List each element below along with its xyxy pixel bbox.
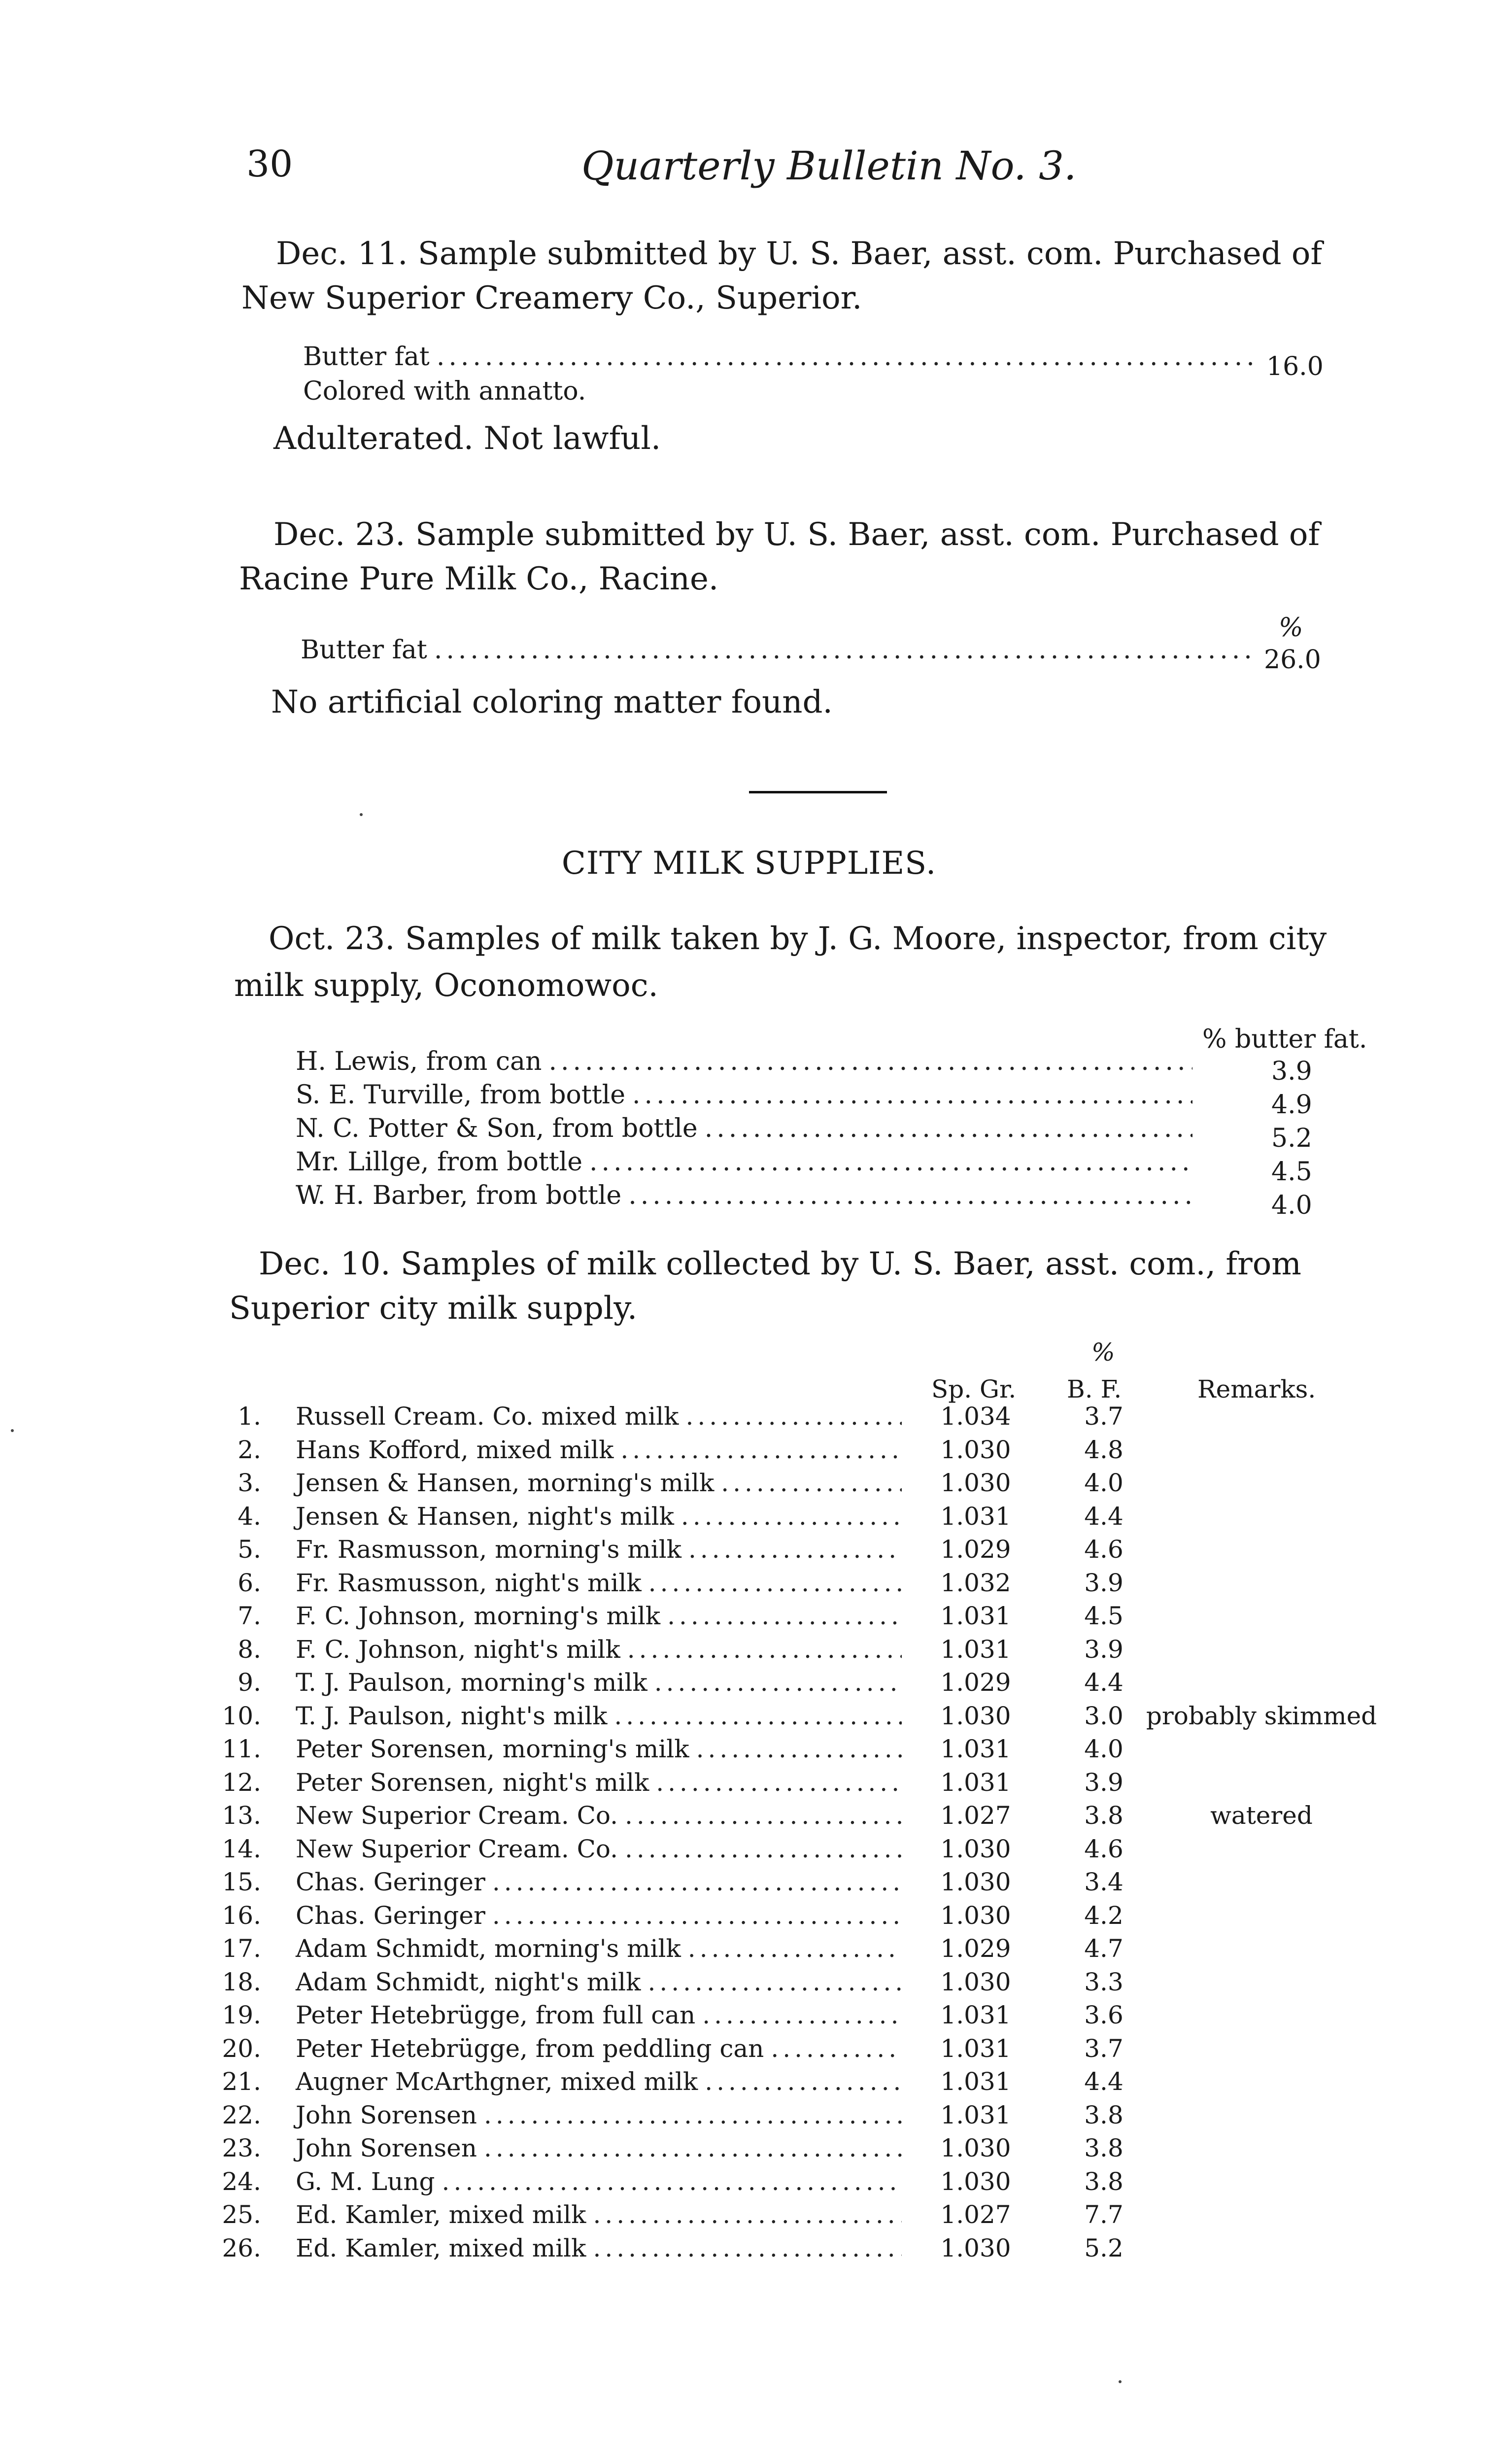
entry1-note: Colored with annatto. bbox=[303, 376, 586, 406]
entry2-line1: Dec. 23. Sample submitted by U. S. Baer, asst. com. Purchased of bbox=[273, 516, 1320, 553]
oconomowoc-row-label: S. E. Turville, from bottle bbox=[296, 1080, 626, 1110]
leader-dots bbox=[582, 1145, 1192, 1179]
row-name-cell bbox=[296, 1968, 902, 1996]
row-number: 24. bbox=[222, 2167, 261, 2196]
row-number: 18. bbox=[222, 1968, 261, 1996]
row-name-cell bbox=[296, 2034, 902, 2063]
row-sp-gr: 1.030 bbox=[940, 1436, 1011, 1464]
row-sp-gr: 1.030 bbox=[940, 1469, 1011, 1497]
leader-dots bbox=[695, 2001, 902, 2029]
leader-dots bbox=[642, 1569, 902, 1597]
leader-dots bbox=[660, 1602, 902, 1630]
row-butter-fat: 4.7 bbox=[1084, 1934, 1124, 1963]
row-name: John Sorensen bbox=[296, 2134, 477, 2162]
row-butter-fat: 3.7 bbox=[1084, 1402, 1124, 1431]
entry1-line2: New Superior Creamery Co., Superior. bbox=[241, 280, 862, 316]
row-sp-gr: 1.030 bbox=[940, 2134, 1011, 2162]
row-name: G. M. Lung bbox=[296, 2167, 435, 2196]
oconomowoc-row bbox=[296, 1112, 1192, 1145]
row-name: Peter Sorensen, night's milk bbox=[296, 1768, 649, 1797]
leader-dots bbox=[674, 1502, 902, 1531]
scan-speck bbox=[11, 1429, 14, 1432]
leader-dots bbox=[764, 2034, 902, 2063]
entry1-verdict: Adulterated. Not lawful. bbox=[273, 420, 661, 457]
row-name-cell bbox=[296, 1436, 902, 1464]
row-butter-fat: 3.8 bbox=[1084, 2134, 1124, 2162]
row-butter-fat: 3.8 bbox=[1084, 1801, 1124, 1830]
row-sp-gr: 1.030 bbox=[940, 1968, 1011, 1996]
oconomowoc-row bbox=[296, 1078, 1192, 1112]
leader-dots bbox=[485, 1901, 902, 1930]
row-name-cell bbox=[296, 1835, 902, 1863]
row-butter-fat: 4.6 bbox=[1084, 1835, 1124, 1863]
row-butter-fat: 4.6 bbox=[1084, 1535, 1124, 1564]
oconomowoc-row-label: Mr. Lillge, from bottle bbox=[296, 1147, 583, 1177]
row-number: 25. bbox=[222, 2200, 261, 2229]
row-name-cell bbox=[296, 1768, 902, 1797]
entry1-item-value: 16.0 bbox=[1266, 352, 1324, 381]
row-butter-fat: 3.9 bbox=[1084, 1635, 1124, 1664]
row-name-cell bbox=[296, 1569, 902, 1597]
row-number: 13. bbox=[222, 1801, 261, 1830]
row-name: Fr. Rasmusson, morning's milk bbox=[296, 1535, 681, 1564]
row-name-cell bbox=[296, 1502, 902, 1531]
section-divider bbox=[749, 791, 887, 793]
leader-dots bbox=[647, 1668, 902, 1697]
row-number: 6. bbox=[238, 1569, 261, 1597]
row-sp-gr: 1.034 bbox=[940, 1402, 1011, 1431]
row-butter-fat: 4.0 bbox=[1084, 1469, 1124, 1497]
row-name: Chas. Geringer bbox=[296, 1901, 485, 1930]
row-name: Peter Hetebrügge, from peddling can bbox=[296, 2034, 764, 2063]
entry2-verdict: No artificial coloring matter found. bbox=[271, 684, 833, 720]
row-name-cell bbox=[296, 1868, 902, 1896]
row-name-cell bbox=[296, 1702, 902, 1730]
row-sp-gr: 1.031 bbox=[940, 2067, 1011, 2096]
leader-dots bbox=[618, 1835, 902, 1863]
superior-percent-sign: % bbox=[1091, 1338, 1115, 1367]
row-name-cell bbox=[296, 2101, 902, 2129]
row-name: Jensen & Hansen, night's milk bbox=[296, 1502, 674, 1531]
row-name: New Superior Cream. Co. bbox=[296, 1801, 618, 1830]
row-name: Hans Kofford, mixed milk bbox=[296, 1436, 614, 1464]
column-header-bf: B. F. bbox=[1067, 1375, 1122, 1403]
row-sp-gr: 1.030 bbox=[940, 2167, 1011, 2196]
row-butter-fat: 3.9 bbox=[1084, 1768, 1124, 1797]
entry1-line1: Dec. 11. Sample submitted by U. S. Baer, asst. com. Purchased of bbox=[276, 236, 1323, 272]
leader-dots bbox=[641, 1968, 902, 1996]
leader-dots bbox=[679, 1402, 902, 1431]
oconomowoc-line1: Oct. 23. Samples of milk taken by J. G. Moore, inspector, from city bbox=[269, 921, 1327, 957]
leader-dots bbox=[586, 2234, 902, 2262]
row-butter-fat: 4.4 bbox=[1084, 2067, 1124, 2096]
leader-dots bbox=[698, 2067, 902, 2096]
row-number: 1. bbox=[238, 1402, 261, 1431]
row-butter-fat: 3.0 bbox=[1084, 1702, 1124, 1730]
oconomowoc-line2: milk supply, Oconomowoc. bbox=[234, 967, 658, 1004]
row-sp-gr: 1.031 bbox=[940, 1635, 1011, 1664]
row-sp-gr: 1.031 bbox=[940, 1735, 1011, 1763]
row-name: Ed. Kamler, mixed milk bbox=[296, 2234, 586, 2262]
row-name-cell bbox=[296, 2001, 902, 2029]
row-butter-fat: 7.7 bbox=[1084, 2200, 1124, 2229]
row-name-cell bbox=[296, 1635, 902, 1664]
row-sp-gr: 1.031 bbox=[940, 2034, 1011, 2063]
leader-dots bbox=[477, 2134, 902, 2162]
row-butter-fat: 3.8 bbox=[1084, 2167, 1124, 2196]
entry1-item-row bbox=[303, 340, 1254, 374]
row-number: 4. bbox=[238, 1502, 261, 1531]
column-header-remarks: Remarks. bbox=[1197, 1375, 1316, 1403]
oconomowoc-row bbox=[296, 1145, 1192, 1179]
scan-speck bbox=[360, 813, 363, 816]
superior-line2: Superior city milk supply. bbox=[229, 1290, 638, 1327]
row-sp-gr: 1.027 bbox=[940, 2200, 1011, 2229]
row-number: 2. bbox=[238, 1436, 261, 1464]
row-name-cell bbox=[296, 1934, 902, 1963]
row-name: Fr. Rasmusson, night's milk bbox=[296, 1569, 642, 1597]
row-remark: watered bbox=[1210, 1801, 1313, 1830]
row-name: Peter Hetebrügge, from full can bbox=[296, 2001, 696, 2029]
row-butter-fat: 4.5 bbox=[1084, 1602, 1124, 1630]
leader-dots bbox=[618, 1801, 902, 1830]
leader-dots bbox=[714, 1469, 902, 1497]
row-butter-fat: 4.4 bbox=[1084, 1668, 1124, 1697]
row-name: Peter Sorensen, morning's milk bbox=[296, 1735, 689, 1763]
section-title: CITY MILK SUPPLIES. bbox=[561, 845, 937, 882]
row-name-cell bbox=[296, 1901, 902, 1930]
row-number: 17. bbox=[222, 1934, 261, 1963]
row-name-cell bbox=[296, 1801, 902, 1830]
entry1-item-label: Butter fat bbox=[303, 342, 430, 372]
row-butter-fat: 3.6 bbox=[1084, 2001, 1124, 2029]
row-name-cell bbox=[296, 2200, 902, 2229]
row-butter-fat: 4.4 bbox=[1084, 1502, 1124, 1531]
row-name: F. C. Johnson, morning's milk bbox=[296, 1602, 661, 1630]
row-name: Augner McArthgner, mixed milk bbox=[296, 2067, 698, 2096]
entry2-item-label: Butter fat bbox=[301, 635, 427, 665]
leader-dots bbox=[649, 1768, 902, 1797]
row-butter-fat: 3.7 bbox=[1084, 2034, 1124, 2063]
leader-dots bbox=[613, 1436, 902, 1464]
leader-dots bbox=[681, 1934, 902, 1963]
row-butter-fat: 3.9 bbox=[1084, 1569, 1124, 1597]
column-header-sp-gr: Sp. Gr. bbox=[931, 1375, 1017, 1403]
row-number: 20. bbox=[222, 2034, 261, 2063]
row-name: F. C. Johnson, night's milk bbox=[296, 1635, 620, 1664]
row-sp-gr: 1.031 bbox=[940, 1768, 1011, 1797]
row-sp-gr: 1.030 bbox=[940, 1835, 1011, 1863]
leader-dots bbox=[430, 340, 1254, 374]
scan-speck bbox=[1119, 2380, 1122, 2383]
row-name: Adam Schmidt, night's milk bbox=[296, 1968, 641, 1996]
row-name-cell bbox=[296, 1668, 902, 1697]
oconomowoc-row-label: H. Lewis, from can bbox=[296, 1047, 542, 1076]
leader-dots bbox=[586, 2200, 902, 2229]
oconomowoc-row-value: 4.9 bbox=[1271, 1090, 1312, 1120]
oconomowoc-row-value: 5.2 bbox=[1271, 1124, 1312, 1153]
row-name-cell bbox=[296, 2067, 902, 2096]
row-name: John Sorensen bbox=[296, 2101, 477, 2129]
row-number: 10. bbox=[222, 1702, 261, 1730]
leader-dots bbox=[621, 1179, 1192, 1212]
oconomowoc-row-label: W. H. Barber, from bottle bbox=[296, 1181, 622, 1210]
row-sp-gr: 1.031 bbox=[940, 1602, 1011, 1630]
row-butter-fat: 3.4 bbox=[1084, 1868, 1124, 1896]
row-name: Ed. Kamler, mixed milk bbox=[296, 2200, 586, 2229]
entry2-line2: Racine Pure Milk Co., Racine. bbox=[239, 561, 719, 597]
row-name-cell bbox=[296, 1735, 902, 1763]
row-name-cell bbox=[296, 1469, 902, 1497]
row-name: Chas. Geringer bbox=[296, 1868, 485, 1896]
row-butter-fat: 3.3 bbox=[1084, 1968, 1124, 1996]
row-number: 12. bbox=[222, 1768, 261, 1797]
entry2-percent-sign: % bbox=[1279, 613, 1303, 643]
row-name-cell bbox=[296, 2134, 902, 2162]
row-name-cell bbox=[296, 2167, 902, 2196]
row-butter-fat: 4.0 bbox=[1084, 1735, 1124, 1763]
row-sp-gr: 1.031 bbox=[940, 1502, 1011, 1531]
leader-dots bbox=[625, 1078, 1192, 1112]
leader-dots bbox=[477, 2101, 902, 2129]
oconomowoc-column-header: % butter fat. bbox=[1202, 1025, 1367, 1054]
oconomowoc-row bbox=[296, 1045, 1192, 1078]
row-number: 11. bbox=[222, 1735, 261, 1763]
row-number: 3. bbox=[238, 1469, 261, 1497]
row-sp-gr: 1.030 bbox=[940, 2234, 1011, 2262]
row-butter-fat: 4.2 bbox=[1084, 1901, 1124, 1930]
leader-dots bbox=[435, 2167, 902, 2196]
oconomowoc-row-value: 4.5 bbox=[1271, 1157, 1312, 1187]
row-number: 14. bbox=[222, 1835, 261, 1863]
row-number: 19. bbox=[222, 2001, 261, 2029]
leader-dots bbox=[427, 633, 1252, 667]
leader-dots bbox=[485, 1868, 902, 1896]
row-butter-fat: 5.2 bbox=[1084, 2234, 1124, 2262]
leader-dots bbox=[681, 1535, 902, 1564]
row-name: New Superior Cream. Co. bbox=[296, 1835, 618, 1863]
oconomowoc-row-value: 4.0 bbox=[1271, 1191, 1312, 1220]
oconomowoc-row-value: 3.9 bbox=[1271, 1057, 1312, 1086]
row-number: 15. bbox=[222, 1868, 261, 1896]
row-number: 21. bbox=[222, 2067, 261, 2096]
row-name-cell bbox=[296, 1602, 902, 1630]
oconomowoc-row bbox=[296, 1179, 1192, 1212]
row-name-cell bbox=[296, 2234, 902, 2262]
running-title: Quarterly Bulletin No. 3. bbox=[581, 143, 1077, 189]
leader-dots bbox=[620, 1635, 902, 1664]
entry2-item-value: 26.0 bbox=[1264, 645, 1321, 675]
superior-line1: Dec. 10. Samples of milk collected by U. S. Baer, asst. com., from bbox=[259, 1246, 1301, 1282]
row-name: Russell Cream. Co. mixed milk bbox=[296, 1402, 679, 1431]
row-sp-gr: 1.029 bbox=[940, 1668, 1011, 1697]
row-sp-gr: 1.027 bbox=[940, 1801, 1011, 1830]
row-sp-gr: 1.032 bbox=[940, 1569, 1011, 1597]
page-number: 30 bbox=[246, 143, 293, 185]
row-number: 9. bbox=[238, 1668, 261, 1697]
row-name: Jensen & Hansen, morning's milk bbox=[296, 1469, 715, 1497]
row-name-cell bbox=[296, 1535, 902, 1564]
leader-dots bbox=[542, 1045, 1192, 1078]
row-name: T. J. Paulson, morning's milk bbox=[296, 1668, 647, 1697]
row-name: Adam Schmidt, morning's milk bbox=[296, 1934, 681, 1963]
row-number: 8. bbox=[238, 1635, 261, 1664]
row-butter-fat: 3.8 bbox=[1084, 2101, 1124, 2129]
row-name: T. J. Paulson, night's milk bbox=[296, 1702, 608, 1730]
row-sp-gr: 1.029 bbox=[940, 1934, 1011, 1963]
entry2-item-row bbox=[301, 633, 1252, 667]
row-number: 5. bbox=[238, 1535, 261, 1564]
leader-dots bbox=[689, 1735, 902, 1763]
row-butter-fat: 4.8 bbox=[1084, 1436, 1124, 1464]
row-number: 26. bbox=[222, 2234, 261, 2262]
row-sp-gr: 1.031 bbox=[940, 2101, 1011, 2129]
row-name-cell bbox=[296, 1402, 902, 1431]
row-number: 16. bbox=[222, 1901, 261, 1930]
row-remark: probably skimmed bbox=[1146, 1702, 1377, 1730]
row-sp-gr: 1.030 bbox=[940, 1868, 1011, 1896]
leader-dots bbox=[607, 1702, 902, 1730]
oconomowoc-row-label: N. C. Potter & Son, from bottle bbox=[296, 1114, 698, 1143]
row-sp-gr: 1.030 bbox=[940, 1702, 1011, 1730]
leader-dots bbox=[698, 1112, 1192, 1145]
row-number: 23. bbox=[222, 2134, 261, 2162]
row-number: 7. bbox=[238, 1602, 261, 1630]
row-number: 22. bbox=[222, 2101, 261, 2129]
row-sp-gr: 1.031 bbox=[940, 2001, 1011, 2029]
row-sp-gr: 1.029 bbox=[940, 1535, 1011, 1564]
row-sp-gr: 1.030 bbox=[940, 1901, 1011, 1930]
